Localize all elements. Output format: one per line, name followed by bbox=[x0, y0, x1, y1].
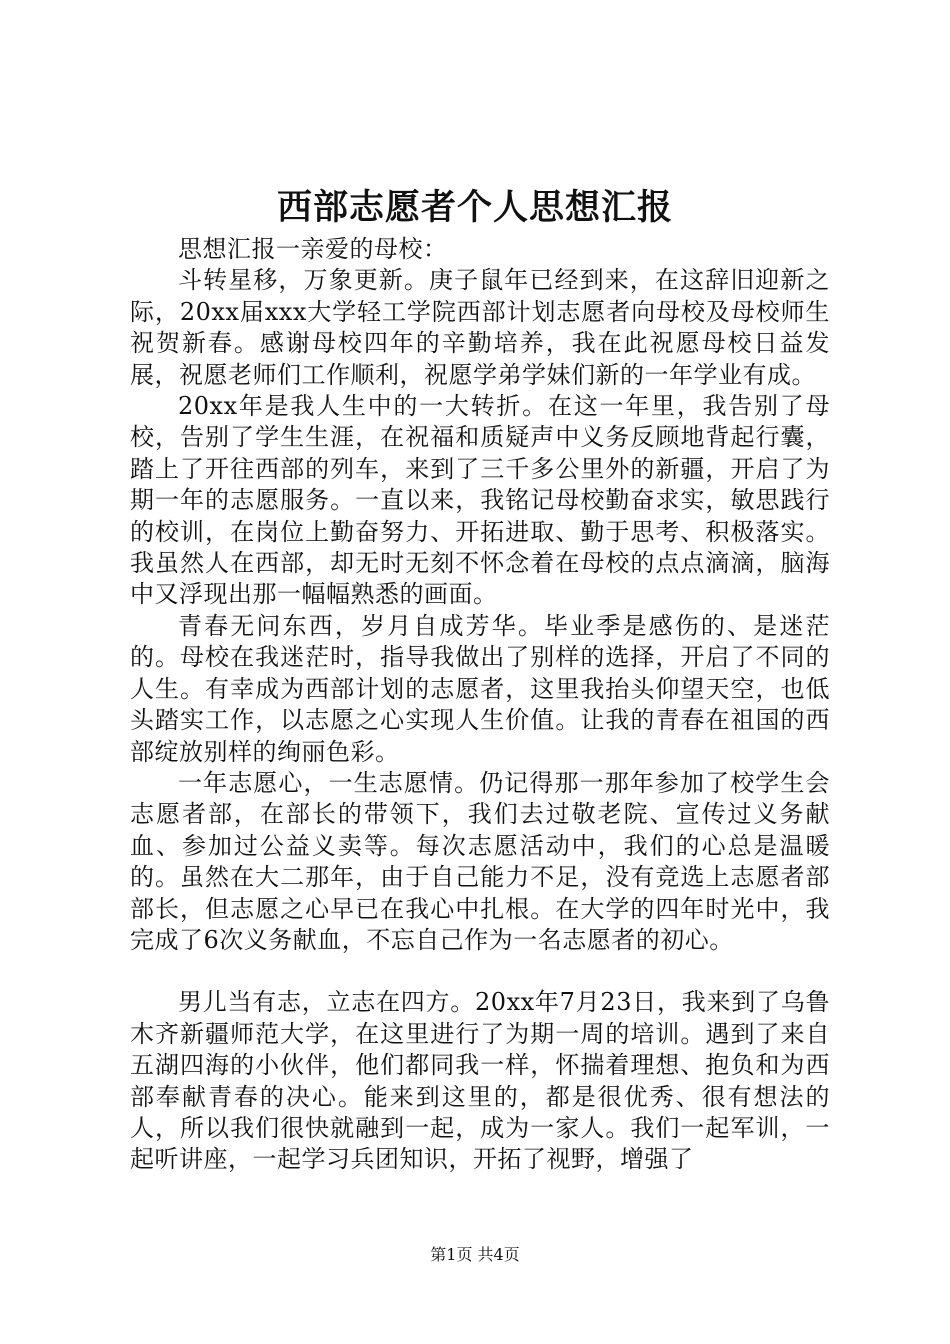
document-body bbox=[130, 234, 830, 1176]
body-paragraph: 男儿当有志，立志在四方。20xx年7月23日，我来到了乌鲁木齐新疆师范大学，在这里进行了为期一周的培训。遇到了来自五湖四海的小伙伴，他们都同我一样，怀揣着理想、抱负和为西部奉献青春的决心。能来到这里的，都是很优秀、很有想法的人，所以我们很快就融到一起，成为一家人。我们一起军训，一起听讲座，一起学习兵团知识，开拓了视野，增强了 bbox=[130, 988, 830, 1174]
document-title: 西部志愿者个人思想汇报 bbox=[276, 187, 673, 228]
salutation-paragraph: 思想汇报一亲爱的母校： bbox=[178, 235, 448, 263]
body-paragraph: 20xx年是我人生中的一大转折。在这一年里，我告别了母校，告别了学生生涯，在祝福和质疑声中义务反顾地背起行囊，踏上了开往西部的列车，来到了三千多公里外的新疆，开启了为期一年的志愿服务。一直以来，我铭记母校勤奋求实，敏思践行的校训，在岗位上勤奋努力、开拓进取、勤于思考、积极落实。我虽然人在西部，却无时无刻不怀念着在母校的点点滴滴，脑海中又浮现出那一幅幅熟悉的画面。 bbox=[130, 392, 830, 609]
page-number-footer: 第1页 共4页 bbox=[430, 1245, 520, 1264]
body-paragraph: 青春无问东西，岁月自成芳华。毕业季是感伤的、是迷茫的。母校在我迷茫时，指导我做出了别样的选择，开启了不同的人生。有幸成为西部计划的志愿者，这里我抬头仰望天空，也低头踏实工作，以志愿之心实现人生价值。让我的青春在祖国的西部绽放别样的绚丽色彩。 bbox=[130, 611, 830, 766]
body-paragraph: 一年志愿心，一生志愿情。仍记得那一那年参加了校学生会志愿者部，在部长的带领下，我们去过敬老院、宣传过义务献血、参加过公益义卖等。每次志愿活动中，我们的心总是温暖的。虽然在大二那年，由于自己能力不足，没有竞选上志愿者部部长，但志愿之心早已在我心中扎根。在大学的四年时光中，我完成了6次义务献血，不忘自己作为一名志愿者的初心。 bbox=[130, 768, 830, 954]
paragraph-spacer bbox=[130, 956, 830, 987]
body-paragraph: 斗转星移，万象更新。庚子鼠年已经到来，在这辞旧迎新之际，20xx届xxx大学轻工学院西部计划志愿者向母校及母校师生祝贺新春。感谢母校四年的辛勤培养，我在此祝愿母校日益发展，祝愿老师们工作顺利，祝愿学弟学妹们新的一年学业有成。 bbox=[130, 266, 830, 389]
